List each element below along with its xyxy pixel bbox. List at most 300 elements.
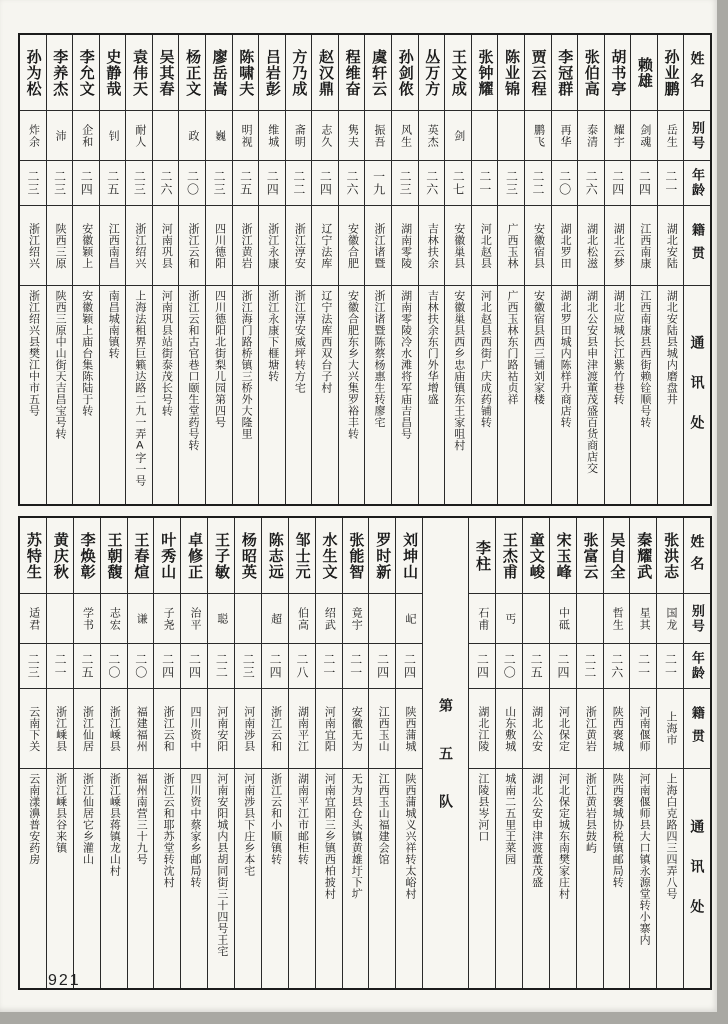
person-name: 童文峻 bbox=[523, 518, 549, 594]
person-address: 陕西褒城协税镇邮局转 bbox=[611, 773, 624, 888]
person-native: 浙江仙居 bbox=[74, 689, 100, 769]
column-header-native: 籍贯 bbox=[684, 689, 710, 769]
person-name: 吴自全 bbox=[604, 518, 630, 594]
person-name: 吴其春 bbox=[153, 35, 179, 111]
person-column bbox=[444, 35, 471, 504]
directory-table-bottom bbox=[18, 516, 712, 990]
person-name: 张能智 bbox=[343, 518, 369, 594]
person-native: 湖南平江 bbox=[289, 689, 315, 769]
person-age: 二三 bbox=[235, 644, 261, 689]
directory-table-top bbox=[18, 33, 712, 506]
column-header-native: 籍贯 bbox=[684, 206, 710, 286]
header-column bbox=[683, 35, 710, 504]
person-column bbox=[495, 518, 522, 988]
person-age: 二一 bbox=[47, 644, 73, 689]
column-header-age: 年龄 bbox=[684, 161, 710, 206]
person-age: 二五 bbox=[100, 161, 126, 206]
person-address: 河南涉县下庄乡本宅 bbox=[242, 773, 255, 877]
person-age: 二六 bbox=[153, 161, 179, 206]
person-alias bbox=[47, 594, 73, 644]
person-address: 无为县仓头镇黄雄圩下圹 bbox=[350, 773, 363, 900]
person-address: 江西玉山福建会馆 bbox=[377, 773, 390, 865]
person-alias: 丐 bbox=[496, 594, 522, 644]
person-age: 二〇 bbox=[496, 644, 522, 689]
person-column bbox=[207, 518, 234, 988]
person-native: 湖北松滋 bbox=[578, 206, 604, 286]
person-alias: 泰清 bbox=[578, 111, 604, 161]
person-native: 上海市 bbox=[657, 689, 683, 769]
person-alias: 风生 bbox=[392, 111, 418, 161]
person-column bbox=[20, 518, 46, 988]
person-native: 浙江黄岩 bbox=[577, 689, 603, 769]
person-age: 二三 bbox=[126, 161, 152, 206]
person-native: 河北保定 bbox=[550, 689, 576, 769]
person-native: 湖北公安 bbox=[523, 689, 549, 769]
person-age: 二四 bbox=[73, 161, 99, 206]
person-name: 李冠群 bbox=[552, 35, 578, 111]
person-alias: 岳生 bbox=[658, 111, 684, 161]
person-alias: 炸余 bbox=[20, 111, 46, 161]
person-address: 陕西三原中山街天吉昌宝号转 bbox=[54, 290, 67, 440]
person-native: 江西南康 bbox=[631, 206, 657, 286]
person-address: 浙江云和耶苏堂转沈村 bbox=[162, 773, 175, 888]
person-column bbox=[364, 35, 391, 504]
column-header-name: 姓名 bbox=[684, 518, 710, 594]
person-age: 二三 bbox=[392, 161, 418, 206]
person-native: 河南宜阳 bbox=[316, 689, 342, 769]
person-address: 辽宁法库西双台子村 bbox=[319, 290, 332, 394]
person-alias: 钊 bbox=[100, 111, 126, 161]
person-alias: 国龙 bbox=[657, 594, 683, 644]
person-age: 二六 bbox=[419, 161, 445, 206]
person-name: 赵汉鼎 bbox=[312, 35, 338, 111]
person-address: 河南巩县站街泰茂长号转 bbox=[160, 290, 173, 417]
person-native: 陕西蒲城 bbox=[396, 689, 422, 769]
person-column bbox=[153, 518, 180, 988]
person-native: 辽宁法库 bbox=[312, 206, 338, 286]
column-header-alias: 别号 bbox=[684, 594, 710, 644]
person-address: 江陵县岑河口 bbox=[476, 773, 489, 842]
person-native: 云南下关 bbox=[20, 689, 46, 769]
person-age: 二〇 bbox=[552, 161, 578, 206]
person-address: 浙江黄岩县鼓屿 bbox=[584, 773, 597, 854]
person-native: 陕西褒城 bbox=[604, 689, 630, 769]
person-age: 二一 bbox=[658, 161, 684, 206]
person-address: 四川德阳北街梨儿园第四号 bbox=[213, 290, 226, 428]
person-address: 湖北公安县申津渡董茂盛百货商店交 bbox=[585, 290, 598, 474]
person-age: 二四 bbox=[154, 644, 180, 689]
person-column bbox=[368, 518, 395, 988]
person-address: 湖南平江市邮柜转 bbox=[296, 773, 309, 865]
person-column bbox=[178, 35, 205, 504]
column-header-name: 姓名 bbox=[684, 35, 710, 111]
person-age: 二四 bbox=[262, 644, 288, 689]
person-column bbox=[342, 518, 369, 988]
person-alias: 哲生 bbox=[604, 594, 630, 644]
person-name: 吕岩彭 bbox=[259, 35, 285, 111]
person-address: 湖北安陆县城内磨盘井 bbox=[665, 290, 678, 405]
person-address: 吉林扶余东门外华增盛 bbox=[426, 290, 439, 405]
person-native: 安徽合肥 bbox=[339, 206, 365, 286]
person-column bbox=[603, 518, 630, 988]
person-column bbox=[234, 518, 261, 988]
person-name: 方乃成 bbox=[286, 35, 312, 111]
person-age: 二四 bbox=[181, 644, 207, 689]
header-column bbox=[683, 518, 710, 988]
person-address: 安徽合肥东乡大兴集罗裕丰转 bbox=[346, 290, 359, 440]
person-name: 杨正文 bbox=[179, 35, 205, 111]
person-age: 二一 bbox=[657, 644, 683, 689]
person-name: 陈志远 bbox=[262, 518, 288, 594]
person-native: 浙江淳安 bbox=[286, 206, 312, 286]
person-age: 二六 bbox=[339, 161, 365, 206]
person-alias bbox=[369, 594, 395, 644]
person-address: 浙江淳安威坪转方宅 bbox=[293, 290, 306, 394]
person-native: 山东敷城 bbox=[496, 689, 522, 769]
person-alias bbox=[523, 594, 549, 644]
person-alias: 英杰 bbox=[419, 111, 445, 161]
person-native: 湖北安陆 bbox=[658, 206, 684, 286]
person-native: 安徽颖上 bbox=[73, 206, 99, 286]
person-name: 陈业锦 bbox=[498, 35, 524, 111]
person-column bbox=[261, 518, 288, 988]
person-age: 二三 bbox=[498, 161, 524, 206]
person-name: 李允文 bbox=[73, 35, 99, 111]
person-column bbox=[656, 518, 683, 988]
person-alias bbox=[498, 111, 524, 161]
person-alias: 明视 bbox=[233, 111, 259, 161]
person-column bbox=[468, 518, 495, 988]
person-address: 城南二五里王菜园 bbox=[503, 773, 516, 865]
person-name: 卓修正 bbox=[181, 518, 207, 594]
person-address: 河北保定城东南樊家庄村 bbox=[557, 773, 570, 900]
person-column bbox=[46, 518, 73, 988]
person-name: 王春煊 bbox=[128, 518, 154, 594]
person-native: 河南涉县 bbox=[235, 689, 261, 769]
person-native: 浙江云和 bbox=[262, 689, 288, 769]
person-age: 二一 bbox=[343, 644, 369, 689]
person-alias bbox=[235, 594, 261, 644]
person-address: 浙江嵊县蒋镇龙山村 bbox=[108, 773, 121, 877]
person-address: 陕西蒲城义兴祥转太峪村 bbox=[403, 773, 416, 900]
person-name: 袁伟天 bbox=[126, 35, 152, 111]
person-alias: 耐人 bbox=[126, 111, 152, 161]
person-address: 浙江诸暨陈蔡杨惠生转廖宅 bbox=[373, 290, 386, 428]
person-age: 二四 bbox=[550, 644, 576, 689]
person-column bbox=[205, 35, 232, 504]
person-alias bbox=[472, 111, 498, 161]
person-column bbox=[549, 518, 576, 988]
person-name: 张钟耀 bbox=[472, 35, 498, 111]
person-alias: 剑 bbox=[445, 111, 471, 161]
person-column bbox=[20, 35, 46, 504]
person-native: 浙江黄岩 bbox=[233, 206, 259, 286]
person-age: 二二 bbox=[577, 644, 603, 689]
person-age: 二一 bbox=[316, 644, 342, 689]
person-column bbox=[395, 518, 422, 988]
person-age: 二四 bbox=[396, 644, 422, 689]
person-name: 李柱 bbox=[469, 518, 495, 594]
person-alias: 子尧 bbox=[154, 594, 180, 644]
person-name: 丛万方 bbox=[419, 35, 445, 111]
person-native: 四川德阳 bbox=[206, 206, 232, 286]
person-alias: 星其 bbox=[630, 594, 656, 644]
column-header-alias: 别号 bbox=[684, 111, 710, 161]
person-column bbox=[338, 35, 365, 504]
person-alias: 巍 bbox=[206, 111, 232, 161]
person-native: 广西玉林 bbox=[498, 206, 524, 286]
person-age: 二四 bbox=[631, 161, 657, 206]
person-native: 湖南零陵 bbox=[392, 206, 418, 286]
person-address: 云南漾濞普安药房 bbox=[27, 773, 40, 865]
person-name: 王文成 bbox=[445, 35, 471, 111]
person-address: 福州南营三十九号 bbox=[135, 773, 148, 865]
person-alias: 剑魂 bbox=[631, 111, 657, 161]
person-native: 河南安阳 bbox=[208, 689, 234, 769]
person-alias: 振吾 bbox=[365, 111, 391, 161]
person-name: 邹士元 bbox=[289, 518, 315, 594]
person-name: 王子敏 bbox=[208, 518, 234, 594]
person-age: 二〇 bbox=[128, 644, 154, 689]
person-native: 浙江绍兴 bbox=[126, 206, 152, 286]
person-column bbox=[125, 35, 152, 504]
person-alias: 再华 bbox=[552, 111, 578, 161]
person-address: 四川资中蔡家乡邮局转 bbox=[188, 773, 201, 888]
person-address: 河北赵县西街广庆成药铺转 bbox=[479, 290, 492, 428]
column-header-address: 通讯处 bbox=[689, 335, 706, 455]
person-alias bbox=[577, 594, 603, 644]
person-column bbox=[471, 35, 498, 504]
person-age: 二〇 bbox=[101, 644, 127, 689]
person-alias: 适君 bbox=[20, 594, 46, 644]
person-age: 二四 bbox=[312, 161, 338, 206]
team-divider bbox=[422, 518, 468, 988]
person-address: 南昌城南镇转 bbox=[107, 290, 120, 359]
person-address: 湖北罗田城内陈样升商店转 bbox=[559, 290, 572, 428]
person-address: 江西南康县西街赖铨顺号转 bbox=[638, 290, 651, 428]
person-address: 上海法租界巨籁达路二九一弄A字一号 bbox=[133, 290, 146, 487]
person-age: 二八 bbox=[289, 644, 315, 689]
person-native: 河南偃师 bbox=[630, 689, 656, 769]
person-alias: 隽夫 bbox=[339, 111, 365, 161]
person-column bbox=[288, 518, 315, 988]
person-column bbox=[391, 35, 418, 504]
person-alias: 超 bbox=[262, 594, 288, 644]
person-column bbox=[232, 35, 259, 504]
person-alias: 鹏飞 bbox=[525, 111, 551, 161]
person-column bbox=[497, 35, 524, 504]
person-alias: 聪 bbox=[208, 594, 234, 644]
person-native: 浙江永康 bbox=[259, 206, 285, 286]
person-age: 二四 bbox=[259, 161, 285, 206]
person-column bbox=[99, 35, 126, 504]
person-name: 张伯高 bbox=[578, 35, 604, 111]
person-age: 二四 bbox=[469, 644, 495, 689]
person-alias: 治平 bbox=[181, 594, 207, 644]
person-name: 秦耀武 bbox=[630, 518, 656, 594]
person-age: 二四 bbox=[369, 644, 395, 689]
person-address: 浙江永康下榧塘转 bbox=[266, 290, 279, 382]
person-column bbox=[629, 518, 656, 988]
person-column bbox=[524, 35, 551, 504]
person-name: 水生文 bbox=[316, 518, 342, 594]
person-name: 黄庆秋 bbox=[47, 518, 73, 594]
person-column bbox=[180, 518, 207, 988]
person-alias: 中砥 bbox=[550, 594, 576, 644]
person-address: 河南偃师县大口镇永源堂转小寨内 bbox=[638, 773, 651, 946]
person-address: 湖南零陵冷水滩将军庙吉昌号 bbox=[399, 290, 412, 440]
person-alias: 志宏 bbox=[101, 594, 127, 644]
person-native: 福建福州 bbox=[128, 689, 154, 769]
person-column bbox=[152, 35, 179, 504]
person-age: 二一 bbox=[472, 161, 498, 206]
person-alias: 维城 bbox=[259, 111, 285, 161]
person-name: 廖岳嵩 bbox=[206, 35, 232, 111]
person-alias: 沛 bbox=[47, 111, 73, 161]
person-native: 浙江诸暨 bbox=[365, 206, 391, 286]
person-age: 二六 bbox=[578, 161, 604, 206]
person-alias: 斋明 bbox=[286, 111, 312, 161]
person-alias: 政 bbox=[179, 111, 205, 161]
person-column bbox=[657, 35, 684, 504]
person-native: 浙江云和 bbox=[179, 206, 205, 286]
person-address: 河南安阳城内县胡同街三十四号王宅 bbox=[215, 773, 228, 957]
person-name: 史静哉 bbox=[100, 35, 126, 111]
person-column bbox=[46, 35, 73, 504]
person-alias: 屺 bbox=[396, 594, 422, 644]
person-column bbox=[315, 518, 342, 988]
person-name: 张富云 bbox=[577, 518, 603, 594]
person-age: 二三 bbox=[20, 161, 46, 206]
person-column bbox=[72, 35, 99, 504]
person-address: 安徽颖上庙台集陈陆于转 bbox=[80, 290, 93, 417]
person-age: 二〇 bbox=[179, 161, 205, 206]
person-native: 河南巩县 bbox=[153, 206, 179, 286]
person-alias: 伯高 bbox=[289, 594, 315, 644]
person-address: 浙江仙居它乡灌山 bbox=[81, 773, 94, 865]
person-age: 二一 bbox=[630, 644, 656, 689]
person-name: 罗时新 bbox=[369, 518, 395, 594]
person-native: 陕西三原 bbox=[47, 206, 73, 286]
person-age: 二三 bbox=[20, 644, 46, 689]
person-native: 浙江嵊县 bbox=[101, 689, 127, 769]
person-name: 宋玉峰 bbox=[550, 518, 576, 594]
person-address: 浙江云和小顺镇转 bbox=[269, 773, 282, 865]
person-column bbox=[258, 35, 285, 504]
person-age: 二二 bbox=[286, 161, 312, 206]
person-alias: 耀宇 bbox=[605, 111, 631, 161]
person-native: 湖北云梦 bbox=[605, 206, 631, 286]
person-age: 二七 bbox=[445, 161, 471, 206]
person-column bbox=[311, 35, 338, 504]
person-column bbox=[577, 35, 604, 504]
column-header-age: 年龄 bbox=[684, 644, 710, 689]
person-column bbox=[630, 35, 657, 504]
person-name: 王朝馥 bbox=[101, 518, 127, 594]
person-alias: 绍武 bbox=[316, 594, 342, 644]
person-alias: 石甫 bbox=[469, 594, 495, 644]
team-divider-label: 第五队 bbox=[437, 698, 454, 842]
person-age: 二二 bbox=[525, 161, 551, 206]
person-age: 一九 bbox=[365, 161, 391, 206]
person-alias bbox=[153, 111, 179, 161]
person-alias: 谦 bbox=[128, 594, 154, 644]
person-native: 安徽宿县 bbox=[525, 206, 551, 286]
person-name: 苏特生 bbox=[20, 518, 46, 594]
person-address: 湖北公安申津渡董茂盛 bbox=[530, 773, 543, 888]
person-name: 赖雄 bbox=[631, 35, 657, 111]
person-name: 刘坤山 bbox=[396, 518, 422, 594]
person-column bbox=[100, 518, 127, 988]
person-age: 二三 bbox=[206, 161, 232, 206]
person-address: 浙江海门路桥镇三桥外大隆里 bbox=[240, 290, 253, 440]
person-column bbox=[285, 35, 312, 504]
person-address: 上海白克路四三四弄八号 bbox=[664, 773, 677, 900]
person-name: 胡书亭 bbox=[605, 35, 631, 111]
person-age: 二六 bbox=[604, 644, 630, 689]
person-address: 安徽宿县西三铺刘家楼 bbox=[532, 290, 545, 405]
person-name: 叶秀山 bbox=[154, 518, 180, 594]
person-address: 浙江云和古官巷口颐生堂药号转 bbox=[187, 290, 199, 451]
person-native: 吉林扶余 bbox=[419, 206, 445, 286]
person-address: 安徽巢县西乡忠庙镇东王家咀村 bbox=[452, 290, 465, 451]
person-address: 浙江嵊县谷来镇 bbox=[54, 773, 67, 854]
person-native: 四川资中 bbox=[181, 689, 207, 769]
person-native: 湖北罗田 bbox=[552, 206, 578, 286]
person-column bbox=[551, 35, 578, 504]
person-name: 李焕彰 bbox=[74, 518, 100, 594]
person-column bbox=[604, 35, 631, 504]
person-column bbox=[127, 518, 154, 988]
person-age: 二五 bbox=[233, 161, 259, 206]
person-name: 李养杰 bbox=[47, 35, 73, 111]
person-alias: 竟宇 bbox=[343, 594, 369, 644]
person-age: 二三 bbox=[47, 161, 73, 206]
person-native: 浙江嵊县 bbox=[47, 689, 73, 769]
person-column bbox=[73, 518, 100, 988]
person-native: 安徽无为 bbox=[343, 689, 369, 769]
person-native: 安徽巢县 bbox=[445, 206, 471, 286]
person-name: 贾云程 bbox=[525, 35, 551, 111]
person-name: 王杰甫 bbox=[496, 518, 522, 594]
person-age: 二四 bbox=[605, 161, 631, 206]
person-name: 虞轩云 bbox=[365, 35, 391, 111]
person-native: 江西南昌 bbox=[100, 206, 126, 286]
person-name: 孙为松 bbox=[20, 35, 46, 111]
person-name: 张洪志 bbox=[657, 518, 683, 594]
person-age: 二五 bbox=[74, 644, 100, 689]
person-address: 浙江绍兴县樊江中市五号 bbox=[27, 290, 40, 417]
person-native: 河北赵县 bbox=[472, 206, 498, 286]
person-alias: 学书 bbox=[74, 594, 100, 644]
person-age: 二二 bbox=[208, 644, 234, 689]
person-native: 湖北江陵 bbox=[469, 689, 495, 769]
person-column bbox=[522, 518, 549, 988]
person-address: 湖北应城长江紫竹巷转 bbox=[612, 290, 625, 405]
person-name: 程维奋 bbox=[339, 35, 365, 111]
person-name: 陈啸夫 bbox=[233, 35, 259, 111]
person-name: 孙业鹏 bbox=[658, 35, 684, 111]
person-native: 浙江绍兴 bbox=[20, 206, 46, 286]
person-column bbox=[418, 35, 445, 504]
person-alias: 志久 bbox=[312, 111, 338, 161]
person-address: 河南宜阳三乡镇西柏披村 bbox=[323, 773, 336, 900]
person-name: 杨昭英 bbox=[235, 518, 261, 594]
column-header-address: 通讯处 bbox=[689, 818, 706, 939]
person-alias: 企和 bbox=[73, 111, 99, 161]
person-native: 浙江云和 bbox=[154, 689, 180, 769]
person-address: 广西玉林东门路祜贞祥 bbox=[505, 290, 518, 405]
